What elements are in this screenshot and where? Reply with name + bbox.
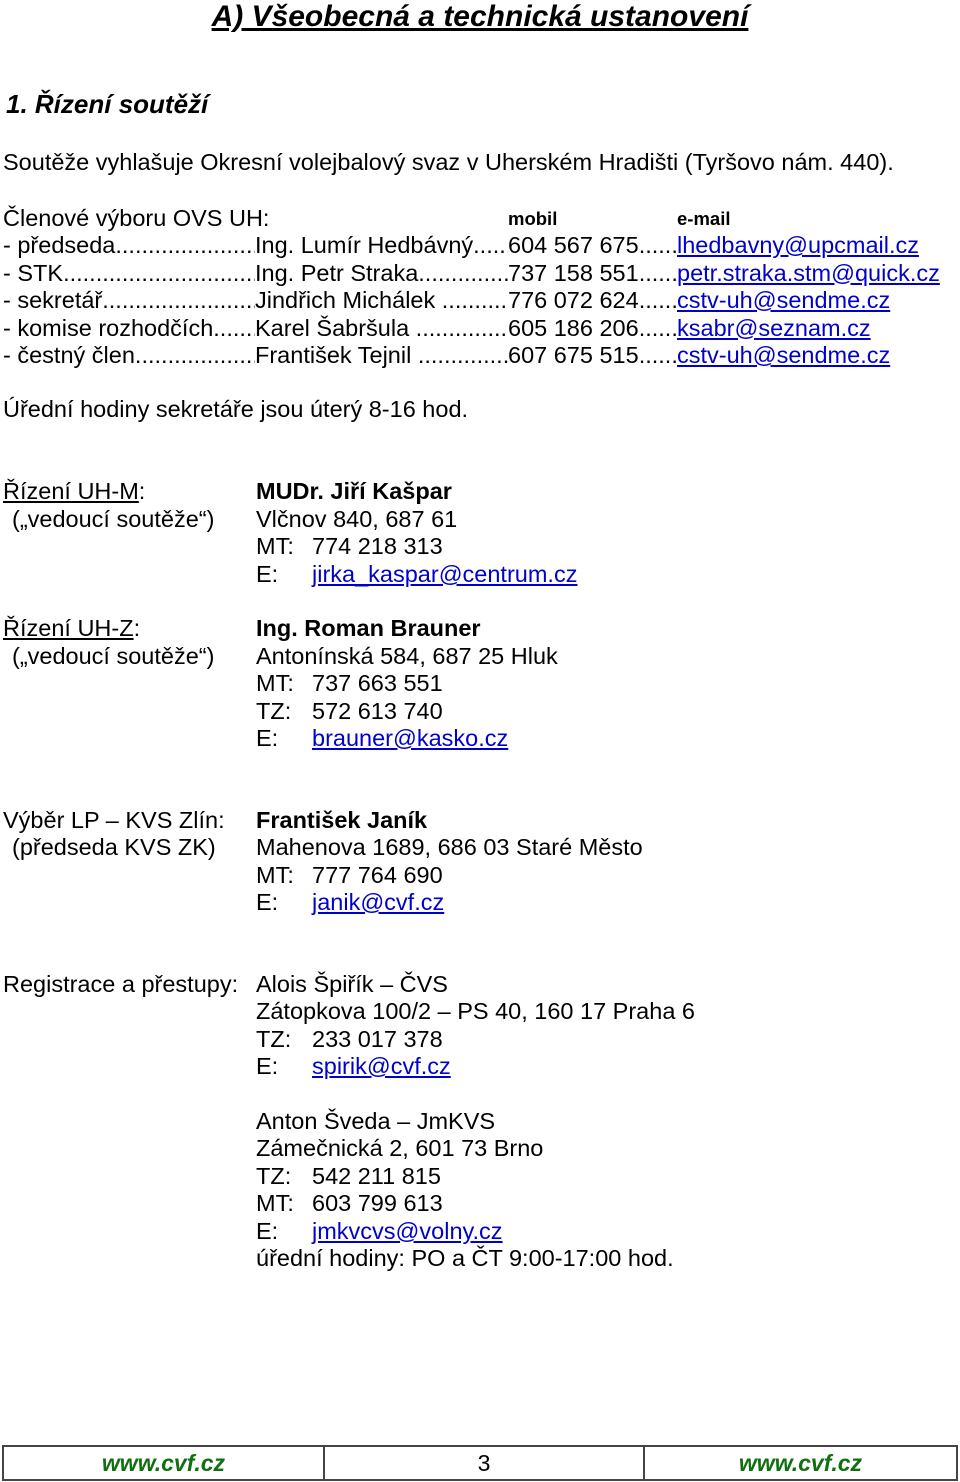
role: - předseda ..... xyxy=(3,231,255,259)
footer-left xyxy=(4,1447,325,1479)
mobile-header: mobil xyxy=(508,208,558,229)
member-email-link[interactable]: cstv-uh@sendme.cz xyxy=(677,287,891,313)
section-heading: 1. Řízení soutěží xyxy=(6,89,209,119)
uhm-name: MUDr. Jiří Kašpar xyxy=(256,478,452,504)
footer-right xyxy=(645,1447,956,1479)
reg2-phone: TZ: 542 211 815 xyxy=(256,1163,441,1189)
lp-email-link[interactable]: janik@cvf.cz xyxy=(312,889,445,915)
member-name: Karel Šabršula ..... xyxy=(255,314,508,342)
uhm-address: Vlčnov 840, 687 61 xyxy=(256,506,458,532)
uhz-name: Ing. Roman Brauner xyxy=(256,615,481,641)
page-number: 3 xyxy=(325,1447,645,1479)
committee-row xyxy=(3,314,871,342)
footer-right-link[interactable]: www.cvf.cz xyxy=(738,1449,863,1476)
page-title: A) Všeobecná a technická ustanovení xyxy=(211,0,749,33)
member-phone: 605 186 206 ..... xyxy=(508,314,677,342)
member-name: Ing. Petr Straka ..... xyxy=(255,259,508,287)
role: - STK ..... xyxy=(3,259,255,287)
uhz-mobile: MT: 737 663 551 xyxy=(256,670,443,696)
lp-sub: (předseda KVS ZK) xyxy=(12,834,216,860)
member-name: Ing. Lumír Hedbávný ..... xyxy=(255,231,508,259)
lp-name: František Janík xyxy=(256,807,428,833)
committee-label: Členové výboru OVS UH: xyxy=(3,205,270,231)
uhz-sub: („vedoucí soutěže“) xyxy=(12,643,215,669)
member-phone: 607 675 515 ..... xyxy=(508,341,677,369)
reg-address: Zátopkova 100/2 – PS 40, 160 17 Praha 6 xyxy=(256,998,695,1024)
reg2-email-link[interactable]: jmkvcvs@volny.cz xyxy=(312,1218,503,1244)
role: - komise rozhodčích ..... xyxy=(3,314,255,342)
uhz-email-link[interactable]: brauner@kasko.cz xyxy=(312,725,509,751)
reg2-mobile: MT: 603 799 613 xyxy=(256,1190,443,1216)
member-phone: 737 158 551 ..... xyxy=(508,259,677,287)
role: - sekretář ..... xyxy=(3,286,255,314)
member-phone: 604 567 675 ..... xyxy=(508,231,677,259)
uhz-label: Řízení UH-Z: xyxy=(3,615,141,641)
lp-email-line: E: janik@cvf.cz xyxy=(256,889,445,915)
office-hours: Úřední hodiny sekretáře jsou úterý 8-16 hod. xyxy=(3,396,469,422)
member-email-link[interactable]: ksabr@seznam.cz xyxy=(677,314,871,341)
committee-row xyxy=(3,341,890,369)
uhm-mobile: MT: 774 218 313 xyxy=(256,533,443,559)
committee-row xyxy=(3,259,940,287)
uhm-email-link[interactable]: jirka_kaspar@centrum.cz xyxy=(312,561,578,587)
reg-label: Registrace a přestupy: xyxy=(3,971,239,997)
uhm-email-line: E: jirka_kaspar@centrum.cz xyxy=(256,561,578,587)
reg2-email-line: E: jmkvcvs@volny.cz xyxy=(256,1218,503,1244)
reg-email-link[interactable]: spirik@cvf.cz xyxy=(312,1053,451,1079)
lp-address: Mahenova 1689, 686 03 Staré Město xyxy=(256,834,643,860)
member-email-link[interactable]: cstv-uh@sendme.cz xyxy=(677,342,891,368)
email-header: e-mail xyxy=(677,208,731,229)
page-footer xyxy=(2,1445,958,1481)
uhm-sub: („vedoucí soutěže“) xyxy=(12,506,215,532)
committee-row xyxy=(3,231,919,259)
reg-phone: TZ: 233 017 378 xyxy=(256,1026,443,1052)
reg2-hours: úřední hodiny: PO a ČT 9:00-17:00 hod. xyxy=(256,1245,674,1271)
member-email-link[interactable]: lhedbavny@upcmail.cz xyxy=(677,232,919,258)
lp-label: Výběr LP – KVS Zlín: xyxy=(3,807,225,833)
uhm-label: Řízení UH-M: xyxy=(3,478,146,504)
reg-name: Alois Špiřík – ČVS xyxy=(256,971,448,997)
reg-email-line: E: spirik@cvf.cz xyxy=(256,1053,451,1079)
member-phone: 776 072 624 ..... xyxy=(508,286,677,314)
uhz-email-line: E: brauner@kasko.cz xyxy=(256,725,509,751)
reg2-name: Anton Šveda – JmKVS xyxy=(256,1108,496,1134)
reg2-address: Zámečnická 2, 601 73 Brno xyxy=(256,1135,544,1161)
committee-row xyxy=(3,286,890,314)
uhz-address: Antonínská 584, 687 25 Hluk xyxy=(256,643,558,669)
intro-text: Soutěže vyhlašuje Okresní volejbalový svaz v Uherském Hradišti (Tyršovo nám. 440). xyxy=(3,149,894,175)
member-email-link[interactable]: petr.straka.stm@quick.cz xyxy=(677,259,940,286)
role: - čestný člen ..... xyxy=(3,341,255,369)
member-name: František Tejnil ..... xyxy=(255,341,508,369)
member-name: Jindřich Michálek ..... xyxy=(255,286,508,314)
uhz-phone: TZ: 572 613 740 xyxy=(256,698,443,724)
footer-left-link[interactable]: www.cvf.cz xyxy=(101,1449,226,1476)
lp-mobile: MT: 777 764 690 xyxy=(256,862,443,888)
